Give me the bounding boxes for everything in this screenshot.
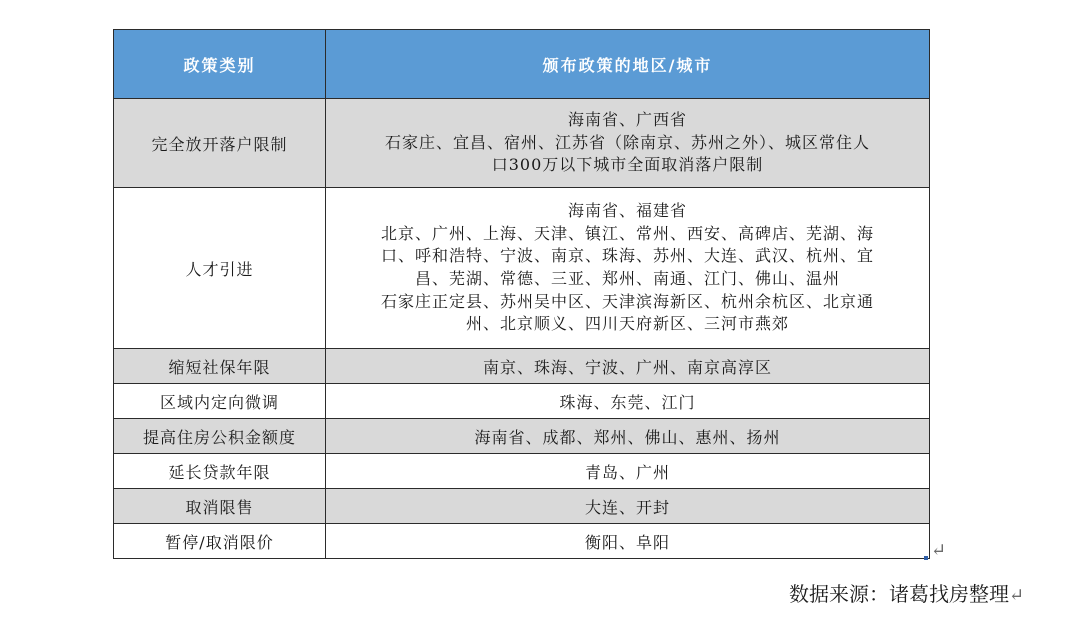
table-row — [114, 349, 930, 384]
region-line: 石家庄、宜昌、宿州、江苏省（除南京、苏州之外）、城区常住人 — [384, 132, 870, 152]
region-line: 海南省、福建省 — [567, 201, 687, 221]
table-row — [114, 99, 930, 188]
table-row — [114, 454, 930, 489]
region-line: 海南省、广西省 — [567, 110, 687, 130]
regions-cell: 大连、开封 — [326, 489, 930, 524]
regions-cell: 南京、珠海、宁波、广州、南京高淳区 — [326, 349, 930, 384]
category-cell: 提高住房公积金额度 — [114, 419, 326, 454]
category-cell: 缩短社保年限 — [114, 349, 326, 384]
table-row — [114, 419, 930, 454]
table-resize-handle[interactable] — [924, 556, 928, 560]
regions-cell — [326, 188, 930, 349]
table-row — [114, 188, 930, 349]
header-regions: 颁布政策的地区/城市 — [326, 30, 930, 99]
data-source-caption — [789, 578, 1024, 607]
data-source-text: 数据来源：诸葛找房整理 — [789, 582, 1009, 606]
category-cell: 暂停/取消限价 — [114, 524, 326, 559]
region-line: 口、呼和浩特、宁波、南京、珠海、苏州、大连、武汉、杭州、宜 — [380, 246, 874, 266]
regions-cell: 衡阳、阜阳 — [326, 524, 930, 559]
policy-table — [113, 29, 930, 559]
regions-cell — [326, 99, 930, 188]
paragraph-mark-icon: ↵ — [931, 540, 947, 561]
category-cell: 完全放开落户限制 — [114, 99, 326, 188]
table-row — [114, 524, 930, 559]
paragraph-mark-icon: ↵ — [1009, 585, 1025, 606]
table-header-row — [114, 30, 930, 99]
category-cell: 人才引进 — [114, 188, 326, 349]
region-line: 州、北京顺义、四川天府新区、三河市燕郊 — [465, 314, 789, 334]
region-line: 北京、广州、上海、天津、镇江、常州、西安、高碑店、芜湖、海 — [380, 223, 874, 243]
category-cell: 区域内定向微调 — [114, 384, 326, 419]
table-row — [114, 489, 930, 524]
category-cell: 延长贷款年限 — [114, 454, 326, 489]
regions-cell: 海南省、成都、郑州、佛山、惠州、扬州 — [326, 419, 930, 454]
table-row — [114, 384, 930, 419]
region-line: 口300万以下城市全面取消落户限制 — [491, 155, 764, 175]
header-category: 政策类别 — [114, 30, 326, 99]
regions-cell: 珠海、东莞、江门 — [326, 384, 930, 419]
category-cell: 取消限售 — [114, 489, 326, 524]
region-line: 昌、芜湖、常德、三亚、郑州、南通、江门、佛山、温州 — [414, 269, 840, 288]
regions-cell: 青岛、广州 — [326, 454, 930, 489]
region-line: 石家庄正定县、苏州吴中区、天津滨海新区、杭州余杭区、北京通 — [380, 291, 874, 311]
